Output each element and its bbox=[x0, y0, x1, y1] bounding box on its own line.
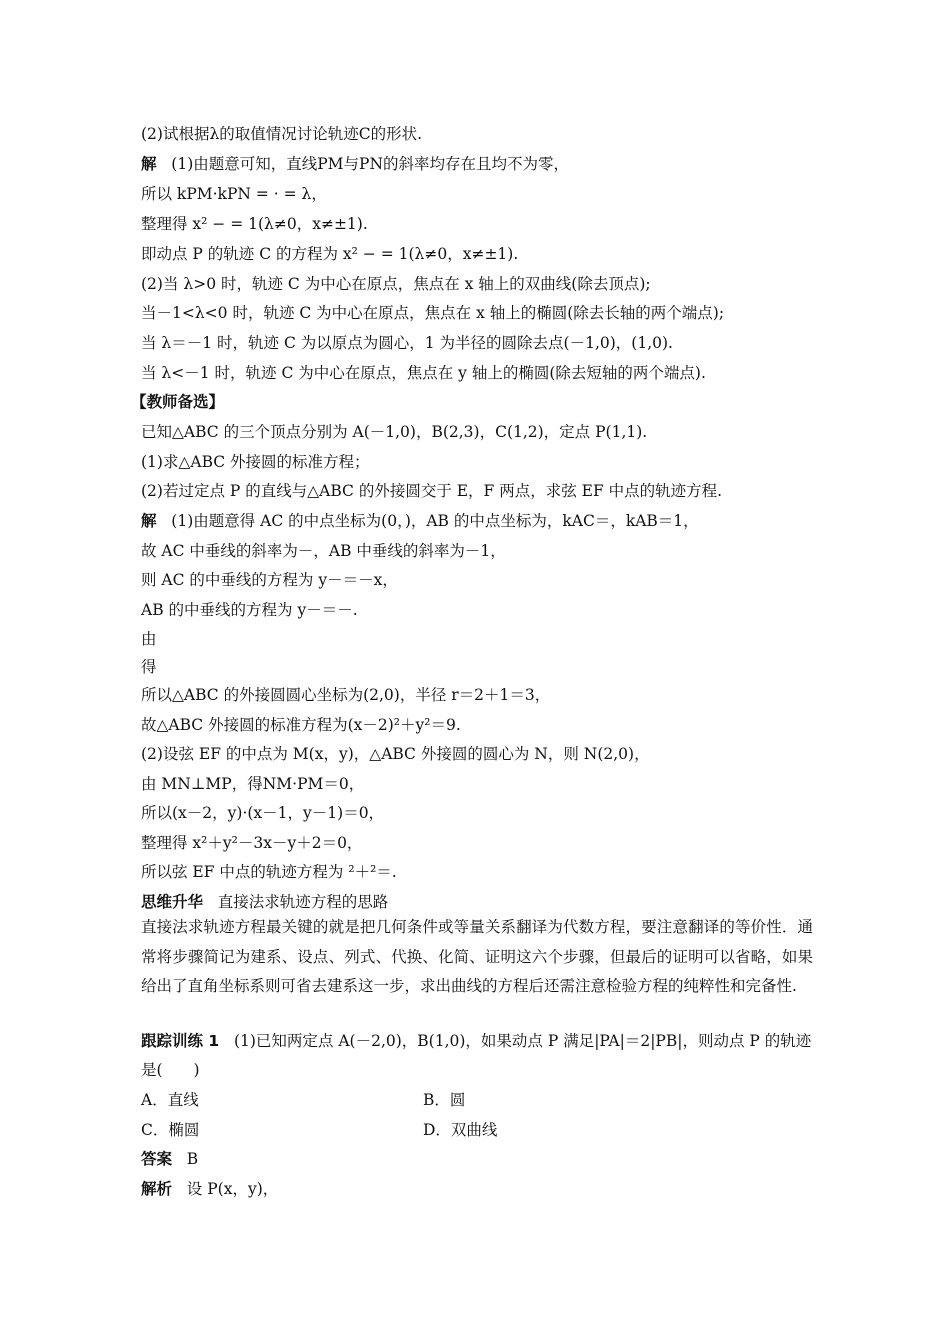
solution-line: 即动点 P 的轨迹 C 的方程为 x² − = 1(λ≠0，x≠±1). bbox=[141, 245, 519, 263]
summary-label: 思维升华 bbox=[141, 893, 204, 911]
solution-line: 当 λ＝－1 时，轨迹 C 为以原点为圆心，1 为半径的圆除去点(－1,0)，(1,0). bbox=[141, 334, 673, 352]
answer-line: 答案 B bbox=[141, 1150, 199, 1168]
solution-line: 所以△ABC 的外接圆圆心坐标为(2,0)，半径 r＝2＋1＝3， bbox=[141, 686, 551, 704]
solution-line: 所以弦 EF 中点的轨迹方程为 ²＋²＝. bbox=[141, 863, 397, 881]
solution-line: 当－1<λ<0 时，轨迹 C 为中心在原点，焦点在 x 轴上的椭圆(除去长轴的两个端点); bbox=[141, 304, 725, 322]
question-part-2: (2)试根据λ的取值情况讨论轨迹C的形状. bbox=[141, 125, 423, 143]
problem-line: (2)若过定点 P 的直线与△ABC 的外接圆交于 E，F 两点，求弦 EF 中点的轨迹方程. bbox=[141, 482, 723, 500]
problem-line: 已知△ABC 的三个顶点分别为 A(－1,0)，B(2,3)，C(1,2)，定点 P(1,1). bbox=[141, 423, 648, 441]
analysis-label: 解析 bbox=[141, 1180, 173, 1198]
solution-line: 得 bbox=[141, 658, 157, 676]
teacher-backup-heading: 【教师备选】 bbox=[131, 393, 225, 411]
solution-line: 整理得 x²＋y²－3x－y＋2＝0， bbox=[141, 834, 363, 852]
option-b: B．圆 bbox=[423, 1091, 466, 1109]
answer-label: 答案 bbox=[141, 1150, 173, 1168]
solution-line: 解 (1)由题意可知，直线PM与PN的斜率均存在且均不为零， bbox=[141, 155, 570, 173]
problem-line: (1)求△ABC 外接圆的标准方程； bbox=[141, 453, 370, 471]
summary-heading: 思维升华 直接法求轨迹方程的思路 bbox=[141, 893, 389, 911]
solution-line: 则 AC 的中垂线的方程为 y－＝－x， bbox=[141, 571, 398, 589]
solution-line: 整理得 x² − = 1(λ≠0，x≠±1). bbox=[141, 215, 368, 233]
solution-line: 当 λ<－1 时，轨迹 C 为中心在原点，焦点在 y 轴上的椭圆(除去短轴的两个端点). bbox=[141, 364, 706, 382]
solution-line: 解 (1)由题意得 AC 的中点坐标为(0，)，AB 的中点坐标为，kAC＝，kAB＝1， bbox=[141, 512, 699, 530]
option-c: C．椭圆 bbox=[141, 1121, 200, 1139]
option-d: D．双曲线 bbox=[423, 1121, 498, 1139]
solution-line: 由 MN⊥MP，得NM·PM＝0， bbox=[141, 775, 365, 793]
solution-line: (2)当 λ>0 时，轨迹 C 为中心在原点，焦点在 x 轴上的双曲线(除去顶点); bbox=[141, 275, 651, 293]
analysis-line: 解析 设 P(x，y)， bbox=[141, 1180, 279, 1198]
solution-label: 解 bbox=[141, 155, 157, 173]
solution-label: 解 bbox=[141, 512, 157, 530]
solution-line: 所以 kPM·kPN = · = λ， bbox=[141, 185, 327, 203]
option-a: A．直线 bbox=[141, 1091, 199, 1109]
exercise-label: 跟踪训练 1 bbox=[141, 1032, 220, 1050]
solution-line: 所以(x－2，y)·(x－1，y－1)＝0， bbox=[141, 804, 385, 822]
exercise-line: 是( ) bbox=[141, 1061, 200, 1079]
solution-line: 故△ABC 外接圆的标准方程为(x－2)²＋y²＝9. bbox=[141, 716, 461, 734]
solution-line: AB 的中垂线的方程为 y－＝－. bbox=[141, 601, 358, 619]
summary-paragraph: 直接法求轨迹方程最关键的就是把几何条件或等量关系翻译为代数方程，要注意翻译的等价性．通常将步骤简记为建系、设点、列式、代换、化简、证明这六个步骤，但最后的证明可以省略，如果给出了直角坐标系则可省去建系这一步，求出曲线的方程后还需注意检验方程的纯粹性和完备性. bbox=[141, 918, 813, 995]
exercise-line: 跟踪训练 1 (1)已知两定点 A(－2,0)，B(1,0)，如果动点 P 满足|PA|＝2|PB|，则动点 P 的轨迹 bbox=[141, 1032, 812, 1050]
solution-line: 故 AC 中垂线的斜率为－，AB 中垂线的斜率为－1， bbox=[141, 542, 506, 560]
solution-line: 由 bbox=[141, 630, 157, 648]
solution-line: (2)设弦 EF 的中点为 M(x，y)，△ABC 外接圆的圆心为 N，则 N(2,0)， bbox=[141, 745, 650, 763]
